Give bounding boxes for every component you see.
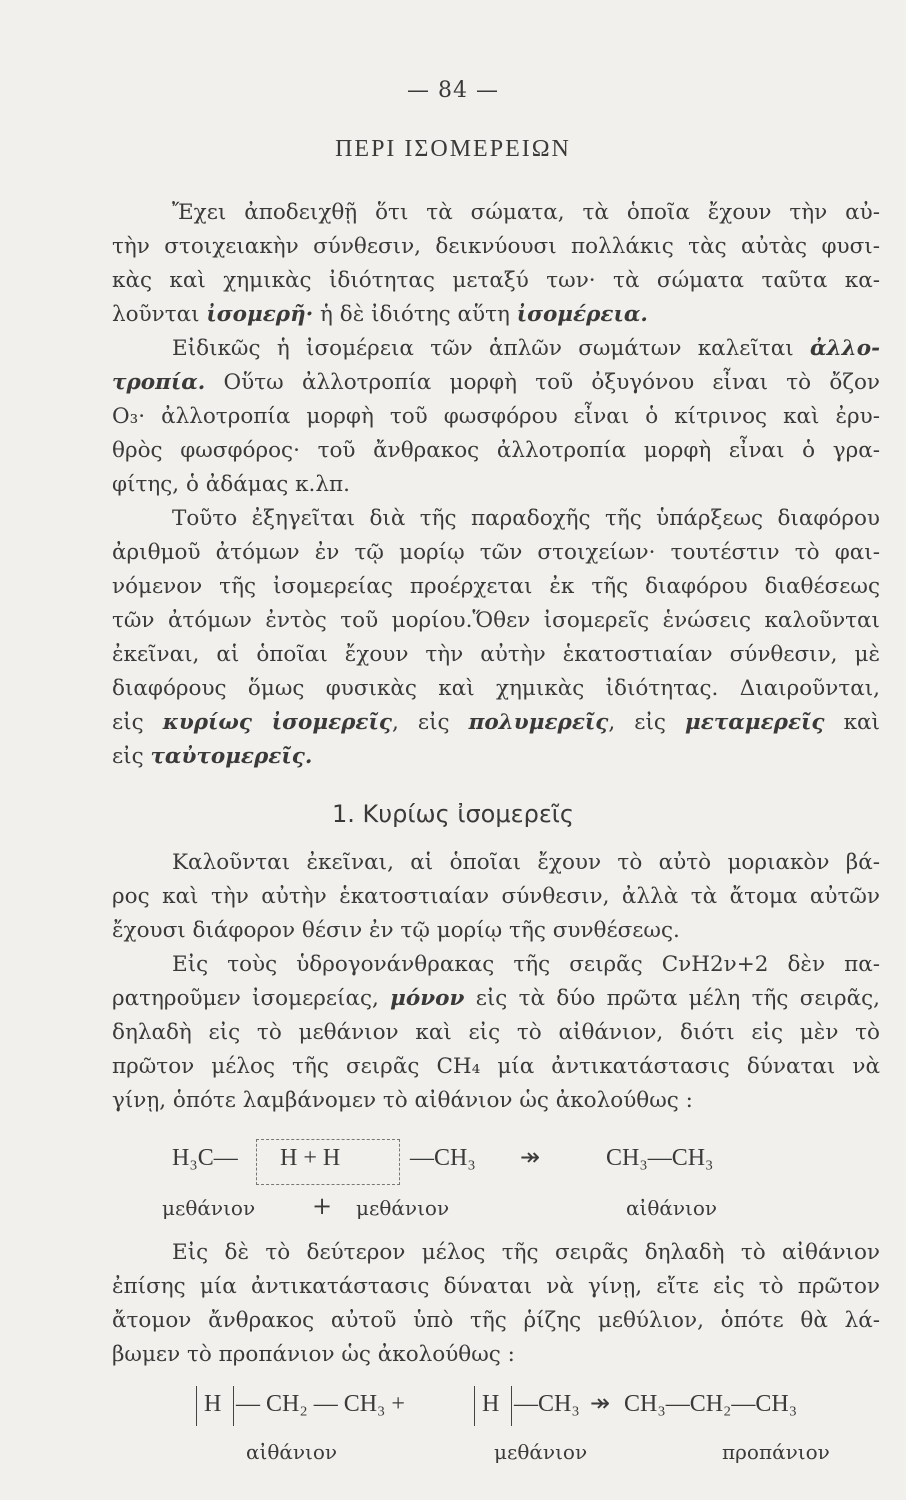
text-line: φίτης, ὁ ἀδάμας κ.λπ.	[112, 472, 350, 497]
page-title: ΠΕΡΙ ΙΣΟΜΕΡΕΙΩΝ	[335, 136, 571, 162]
page-number: — 84 —	[407, 78, 499, 103]
text-line: κὰς καὶ χημικὰς ἰδιότητας μεταξύ των· τὰ σώματα ταῦτα κα-	[112, 268, 880, 293]
text-line: Ἔχει ἀποδειχθῇ ὅτι τὰ σώματα, τὰ ὁποῖα ἔχουν τὴν αὐ-	[172, 200, 880, 225]
reaction1-right: —CH₃	[410, 1145, 476, 1171]
text-line: ἐπίσης μία ἀντικατάστασις δύναται νὰ γίνῃ, εἴτε εἰς τὸ πρῶτον	[112, 1274, 880, 1299]
reaction2-chain: — CH₂ — CH₃ +	[236, 1391, 405, 1417]
text-line: διαφόρους ὅμως φυσικὰς καὶ χημικὰς ἰδιότητας. Διαιροῦνται,	[112, 676, 880, 701]
text-line: ρατηροῦμεν ἰσομερείας, μόνον εἰς τὰ δύο πρῶτα μέλη τῆς σειρᾶς,	[112, 986, 881, 1011]
text-line: εἰς ταὐτομερεῖς.	[112, 744, 313, 769]
reaction1-product: CH₃—CH₃	[606, 1145, 714, 1171]
term-polymereis: πολυμερεῖς	[468, 710, 609, 735]
text-line: γίνῃ, ὁπότε λαμβάνομεν τὸ αἰθάνιον ὡς ἀκολούθως :	[112, 1088, 693, 1113]
reaction2-label-propane: προπάνιον	[722, 1440, 830, 1464]
text-line: ἀριθμοῦ ἀτόμων ἐν τῷ μορίῳ τῶν στοιχείων· τουτέστιν τὸ φαι-	[112, 540, 880, 565]
paragraph-second-member	[112, 1236, 880, 1270]
reaction2-label-ethane: αἰθάνιον	[246, 1440, 338, 1464]
term-metamereis: μεταμερεῖς	[685, 710, 825, 735]
paragraph-hydrocarbons	[112, 948, 880, 982]
reaction2-label-methane: μεθάνιον	[494, 1440, 588, 1464]
text-line: τροπία. Οὕτω ἀλλοτροπία μορφὴ τοῦ ὀξυγόνου εἶναι τὸ ὄζον	[112, 370, 880, 395]
reaction2-right: —CH₃	[514, 1391, 580, 1417]
text-line: τῶν ἀτόμων ἐντὸς τοῦ μορίου.Ὅθεν ἰσομερεῖς ἑνώσεις καλοῦνται	[112, 608, 880, 633]
paragraph-explanation	[112, 502, 880, 536]
text-line: O₃· ἀλλοτροπία μορφὴ τοῦ φωσφόρου εἶναι ὁ κίτρινος καὶ ἐρυ-	[112, 404, 880, 429]
text-line: ρος καὶ τὴν αὐτὴν ἑκατοστιαίαν σύνθεσιν, ἀλλὰ τὰ ἄτομα αὐτῶν	[112, 884, 880, 909]
text-line: νόμενον τῆς ἰσομερείας προέρχεται ἐκ τῆς διαφόρου διαθέσεως	[112, 574, 880, 599]
text-line: βωμεν τὸ προπάνιον ὡς ἀκολούθως :	[112, 1342, 515, 1367]
text-line: ἐκεῖναι, αἱ ὁποῖαι ἔχουν τὴν αὐτὴν ἑκατοστιαίαν σύνθεσιν, μὲ	[112, 642, 880, 667]
text-line: θρὸς φωσφόρος· τοῦ ἄνθρακος ἀλλοτροπία μορφὴ εἶναι ὁ γρα-	[112, 438, 880, 463]
reaction1-label-plus: +	[312, 1192, 333, 1220]
term-allotropia: ἀλλο-	[810, 336, 880, 361]
term-isomereia: ἰσομέρεια.	[516, 302, 648, 327]
reaction1-label-methane-2: μεθάνιον	[356, 1196, 450, 1220]
text-line: Καλοῦνται ἐκεῖναι, αἱ ὁποῖαι ἔχουν τὸ αὐτὸ μοριακὸν βά-	[172, 850, 880, 875]
reaction2-h2: H	[482, 1391, 500, 1417]
reaction1-arrow: ↠	[520, 1145, 541, 1171]
paragraph-allotropy	[112, 332, 880, 366]
text-line: εἰς κυρίως ἰσομερεῖς, εἰς πολυμερεῖς, εἰς μεταμερεῖς καὶ	[112, 710, 880, 735]
text-line: Τοῦτο ἐξηγεῖται διὰ τῆς παραδοχῆς τῆς ὑπάρξεως διαφόρου	[172, 506, 880, 531]
term-tautomereis: ταὐτομερεῖς.	[150, 744, 313, 769]
text-line: Εἰς δὲ τὸ δεύτερον μέλος τῆς σειρᾶς δηλαδὴ τὸ αἰθάνιον	[172, 1240, 880, 1265]
reaction1-left: H₃C—	[172, 1145, 238, 1171]
text-line: πρῶτον μέλος τῆς σειρᾶς CH₄ μία ἀντικατάστασις δύναται νὰ	[112, 1054, 880, 1079]
paragraph-definition	[112, 196, 880, 230]
text-line: Εἰς τοὺς ὑδρογονάνθρακας τῆς σειρᾶς CνH2ν+2 δὲν πα-	[172, 952, 880, 977]
text-line: ἔχουσι διάφορον θέσιν ἐν τῷ μορίῳ τῆς συνθέσεως.	[112, 918, 680, 943]
text-line: ἄτομον ἄνθρακος αὐτοῦ ὑπὸ τῆς ῥίζης μεθύλιον, ὁπότε θὰ λά-	[112, 1308, 880, 1333]
text-line: δηλαδὴ εἰς τὸ μεθάνιον καὶ εἰς τὸ αἰθάνιον, διότι εἰς μὲν τὸ	[112, 1020, 880, 1045]
reaction1-boxed: H + H	[280, 1145, 341, 1171]
section-text	[112, 846, 880, 1118]
text-line: τὴν στοιχειακὴν σύνθεσιν, δεικνύουσι πολλάκις τὰς αὐτὰς φυσι-	[112, 234, 880, 259]
reaction2-arrow: ↠	[590, 1391, 611, 1417]
intro-text	[112, 196, 880, 774]
reaction2-product: CH₃—CH₂—CH₃	[624, 1391, 798, 1417]
reaction1-label-ethane: αἰθάνιον	[626, 1196, 718, 1220]
section-text-2	[112, 1236, 880, 1372]
reaction2-h1: H	[204, 1391, 222, 1417]
text-line: λοῦνται ἰσομερῆ· ἡ δὲ ἰδιότης αὕτη ἰσομέρεια.	[112, 302, 648, 327]
reaction1-label-methane: μεθάνιον	[162, 1196, 256, 1220]
term-monon: μόνον	[390, 986, 465, 1011]
paragraph-definition-kyrios	[112, 846, 880, 880]
term-kyrios: κυρίως ἰσομερεῖς	[162, 710, 393, 735]
term-isomere: ἰσομερῆ·	[206, 302, 314, 327]
section-heading: 1. Κυρίως ἰσομερεῖς	[332, 800, 574, 828]
text-line: Εἰδικῶς ἡ ἰσομέρεια τῶν ἁπλῶν σωμάτων καλεῖται ἀλλο-	[172, 336, 880, 361]
